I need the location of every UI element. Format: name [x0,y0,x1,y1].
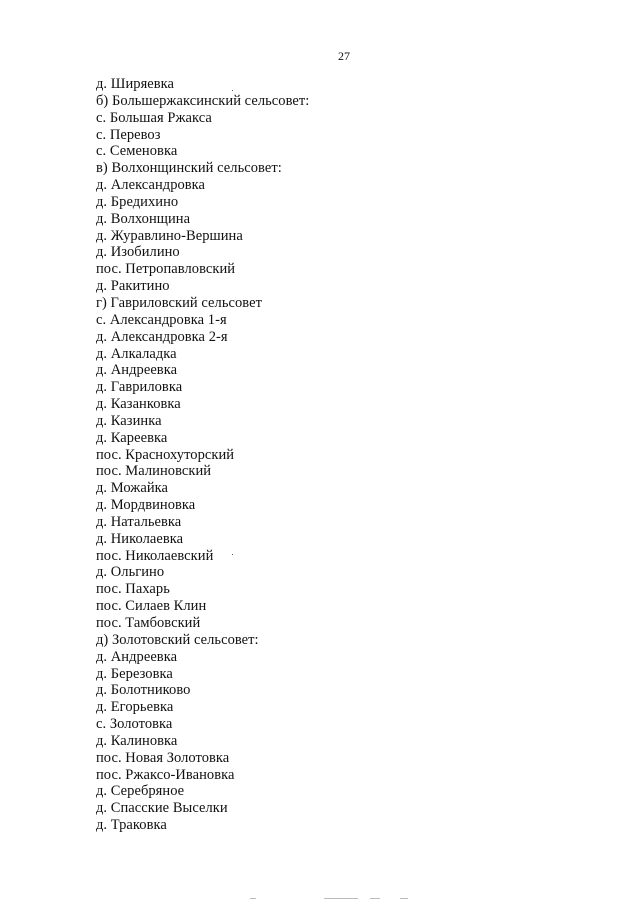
list-item: д. Андреевка [96,362,178,379]
list-item: д. Андреевка [96,648,178,665]
list-item: пос. Петропавловский [96,261,236,278]
list-item: в) Волхонщинский сельсовет: [96,160,282,177]
list-item: с. Большая Ржакса [96,109,212,126]
list-item: д. Траковка [96,817,167,834]
list-item: д. Серебряное [96,783,185,800]
list-item: пос. Ржаксо-Ивановка [96,766,235,783]
list-item: д. Можайка [96,480,169,497]
list-item: д. Мордвиновка [96,497,196,514]
list-item: д. Кареевка [96,429,168,446]
list-item: д. Гавриловка [96,379,183,396]
list-item: д. Егорьевка [96,699,174,716]
list-item: д. Александровка [96,177,206,194]
list-item: д) Золотовский сельсовет: [96,631,259,648]
list-item: д. Натальевка [96,513,182,530]
list-item: с. Перевоз [96,126,161,143]
list-item: д. Журавлино-Вершина [96,227,243,244]
list-item: пос. Краснохуторский [96,446,235,463]
list-item: д. Изобилино [96,244,180,261]
list-item: д. Ольгино [96,564,165,581]
page-number: 27 [338,49,350,63]
scan-artifact [250,898,430,901]
list-item: с. Золотовка [96,716,173,733]
list-item: д. Николаевка [96,530,184,547]
list-item: д. Калиновка [96,732,178,749]
list-item: пос. Николаевский [96,547,214,564]
scan-speck [232,554,233,555]
list-item: д. Казинка [96,412,162,429]
list-item: д. Александровка 2-я [96,328,228,345]
settlement-list [96,76,309,834]
list-item: с. Семеновка [96,143,178,160]
list-item: д. Казанковка [96,396,181,413]
list-item: г) Гавриловский сельсовет [96,294,262,311]
list-item: б) Большержаксинский сельсовет: [96,92,310,109]
list-item: д. Ширяевка [96,76,175,92]
list-item: пос. Тамбовский [96,615,201,631]
list-item: д. Ракитино [96,278,170,295]
list-item: д. Волхонщина [96,210,191,227]
list-item: д. Березовка [96,665,173,682]
list-item: д. Бредихино [96,193,179,210]
list-item: с. Александровка 1-я [96,311,227,328]
list-item: пос. Новая Золотовка [96,749,230,766]
list-item: д. Болотниково [96,682,191,699]
list-item: д. Спасские Выселки [96,800,228,817]
list-item: д. Алкаладка [96,345,177,362]
list-item: пос. Пахарь [96,581,170,598]
list-item: пос. Силаев Клин [96,598,207,615]
scan-speck [232,90,233,91]
list-item: пос. Малиновский [96,463,212,480]
